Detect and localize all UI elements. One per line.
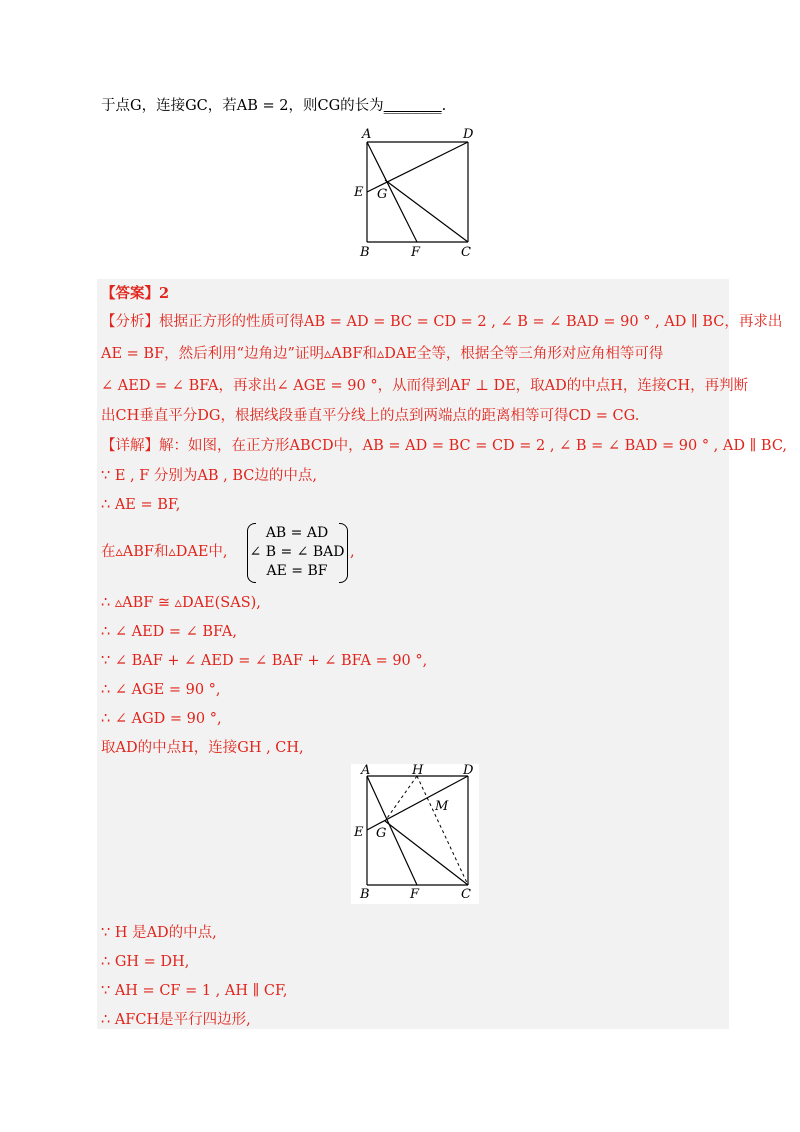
label-G: G bbox=[377, 187, 388, 202]
label-C2: C bbox=[461, 887, 471, 902]
label-D2: D bbox=[463, 764, 474, 778]
answer: 【答案】2 bbox=[101, 285, 170, 302]
system-prefix: 在▵ABF和▵DAE中, bbox=[101, 544, 228, 560]
solution-line-7: ∴ ∠ AGE = 90 °, bbox=[101, 682, 221, 698]
label-E2: E bbox=[354, 825, 364, 840]
label-A2: A bbox=[361, 764, 371, 778]
figure-square-2 bbox=[351, 764, 479, 904]
system-suffix: , bbox=[350, 544, 355, 560]
solution-line-11: ∴ GH = DH, bbox=[101, 954, 190, 970]
label-F: F bbox=[411, 245, 421, 260]
solution-line-6: ∵ ∠ BAF + ∠ AED = ∠ BAF + ∠ BFA = 90 °, bbox=[101, 653, 428, 669]
analysis-line-3: ∠ AED = ∠ BFA，再求出∠ AGE = 90 °，从而得到AF ⊥ DE，取AD的中点H，连接CH，再判断 bbox=[101, 378, 749, 394]
solution-line-1: 【详解】解：如图，在正方形ABCD中，AB = AD = BC = CD = 2 , ∠ B = ∠ BAD = 90 ° , AD ∥ BC, bbox=[101, 438, 788, 454]
label-H: H bbox=[412, 764, 424, 778]
solution-line-5: ∴ ∠ AED = ∠ BFA, bbox=[101, 624, 237, 640]
label-A: A bbox=[362, 127, 372, 142]
solution-line-10: ∵ H 是AD的中点, bbox=[101, 925, 217, 941]
analysis-line-4: 出CH垂直平分DG，根据线段垂直平分线上的点到两端点的距离相等可得CD = CG. bbox=[101, 408, 640, 424]
label-E: E bbox=[354, 185, 364, 200]
solution-line-9: 取AD的中点H，连接GH , CH, bbox=[101, 740, 304, 756]
solution-line-12: ∵ AH = CF = 1 , AH ∥ CF, bbox=[101, 983, 288, 999]
solution-line-3: ∴ AE = BF, bbox=[101, 497, 181, 513]
question-text: 于点G，连接GC，若AB = 2，则CG的长为________. bbox=[101, 98, 447, 114]
system-row-2: ∠ B = ∠ BAD bbox=[249, 544, 345, 560]
analysis-line-2: AE = BF，然后利用“边角边”证明▵ABF和▵DAE全等，根据全等三角形对应角相等可得 bbox=[101, 346, 664, 362]
figure-square-1 bbox=[350, 124, 480, 260]
solution-line-4: ∴ ▵ABF ≅ ▵DAE(SAS), bbox=[101, 595, 261, 611]
label-G2: G bbox=[376, 826, 387, 841]
label-B: B bbox=[360, 245, 370, 260]
solution-line-13: ∴ AFCH是平行四边形, bbox=[101, 1012, 251, 1028]
analysis-line-1: 【分析】根据正方形的性质可得AB = AD = BC = CD = 2 , ∠ B = ∠ BAD = 90 ° , AD ∥ BC，再求出 bbox=[101, 314, 783, 330]
right-brace bbox=[339, 523, 348, 583]
equation-system bbox=[247, 522, 347, 582]
system-row-3: AE = BF bbox=[266, 563, 328, 579]
label-C: C bbox=[461, 245, 471, 260]
label-F2: F bbox=[410, 887, 420, 902]
system-row-1: AB = AD bbox=[265, 525, 329, 541]
solution-line-2: ∵ E , F 分别为AB , BC边的中点, bbox=[101, 468, 317, 484]
label-M: M bbox=[435, 799, 449, 814]
label-B2: B bbox=[360, 887, 370, 902]
solution-line-8: ∴ ∠ AGD = 90 °, bbox=[101, 711, 222, 727]
label-D: D bbox=[463, 127, 474, 142]
